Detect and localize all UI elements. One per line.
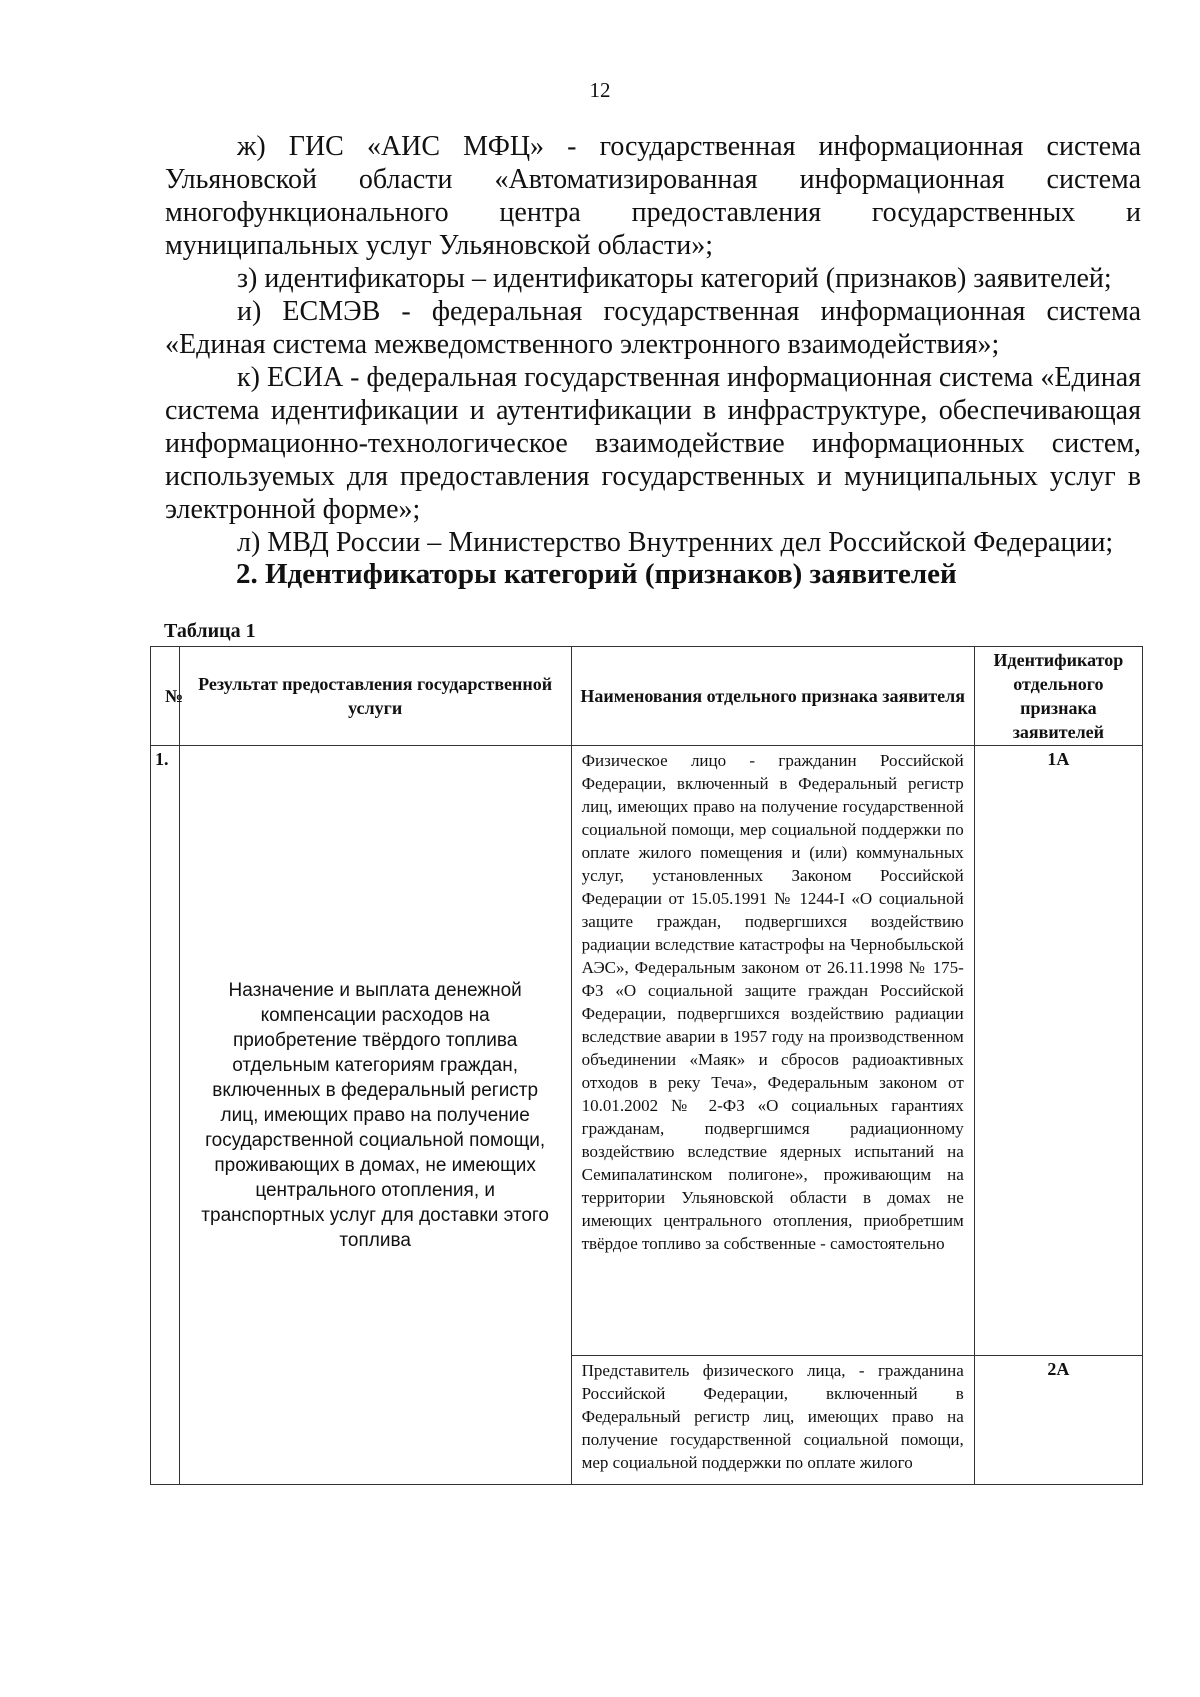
table-header-row bbox=[151, 647, 1143, 746]
identifiers-table bbox=[150, 646, 1143, 1485]
identifier-code: 1А bbox=[974, 746, 1142, 1356]
page-number: 12 bbox=[589, 78, 611, 102]
table-caption: Таблица 1 bbox=[164, 620, 256, 642]
criterion-cell bbox=[571, 1356, 974, 1485]
criterion-text: Физическое лицо - гражданин Российской Федерации, включенный в Федеральный регистр лиц, имеющих право на получение государственной социальной помощи, мер социальной поддержки по оплате жилого помещения и (или) коммунальных услуг, установленных Законом Российской Федерации от 15.05.1991 № 1244-I «О социальной защите граждан, подвергшихся воздействию радиации вследствие катастрофы на Чернобыльской АЭС», Федеральным законом от 26.11.1998 № 175-ФЗ «О социальной защите граждан Российской Федерации, подвергшихся воздействию радиации вследствие аварии в 1957 году на производственном объединении «Маяк» и сбросов радиоактивных отходов в реку Теча», Федеральным законом от 10.01.2002 № 2-ФЗ «О социальных гарантиях гражданам, подвергшимся радиационному воздействию вследствие ядерных испытаний на Семипалатинском полигоне», проживающим на территории Ульяновской области в домах не имеющих центрального отопления, приобретшим твёрдое топливо за собственные - самостоятельно bbox=[581, 751, 964, 1253]
table-row bbox=[151, 746, 1143, 1356]
criterion-cell bbox=[571, 746, 974, 1356]
definition-paragraph: з) идентификаторы – идентификаторы категорий (признаков) заявителей; bbox=[237, 263, 1112, 294]
identifier-code: 2А bbox=[974, 1356, 1142, 1485]
service-result: Назначение и выплата денежной компенсации расходов на приобретение твёрдого топлива отдельным категориям граждан, включенных в федеральный регистр лиц, имеющих право на получение государственной социальной помощи, проживающих в домах, не имеющих центрального отопления, и транспортных услуг для доставки этого топлива bbox=[179, 746, 571, 1485]
definition-paragraph: и) ЕСМЭВ - федеральная государственная информационная система «Единая система межведомственного электронного взаимодействия»; bbox=[165, 296, 1141, 360]
definitions-list bbox=[165, 130, 1141, 559]
header-identifier: Идентификатор отдельного признака заявителей bbox=[974, 647, 1142, 746]
header-result: Результат предоставления государственной услуги bbox=[179, 647, 571, 746]
row-number: 1. bbox=[151, 746, 180, 1485]
definition-paragraph: л) МВД России – Министерство Внутренних дел Российской Федерации; bbox=[237, 527, 1114, 558]
definition-paragraph: ж) ГИС «АИС МФЦ» - государственная информационная система Ульяновской области «Автоматизированная информационная система многофункционального центра предоставления государственных и муниципальных услуг Ульяновской области»; bbox=[165, 131, 1141, 261]
header-criterion: Наименования отдельного признака заявителя bbox=[571, 647, 974, 746]
section-heading: 2. Идентификаторы категорий (признаков) заявителей bbox=[236, 558, 957, 590]
criterion-text: Представитель физического лица, - гражданина Российской Федерации, включенный в Федеральный регистр лиц, имеющих право на получение государственной социальной помощи, мер социальной поддержки по оплате жилого bbox=[581, 1361, 964, 1472]
header-number: № bbox=[151, 647, 180, 746]
definition-paragraph: к) ЕСИА - федеральная государственная информационная система «Единая система идентификации и аутентификации в инфраструктуре, обеспечивающая информационно-технологическое взаимодействие информационных систем, используемых для предоставления государственных и муниципальных услуг в электронной форме»; bbox=[165, 362, 1141, 525]
